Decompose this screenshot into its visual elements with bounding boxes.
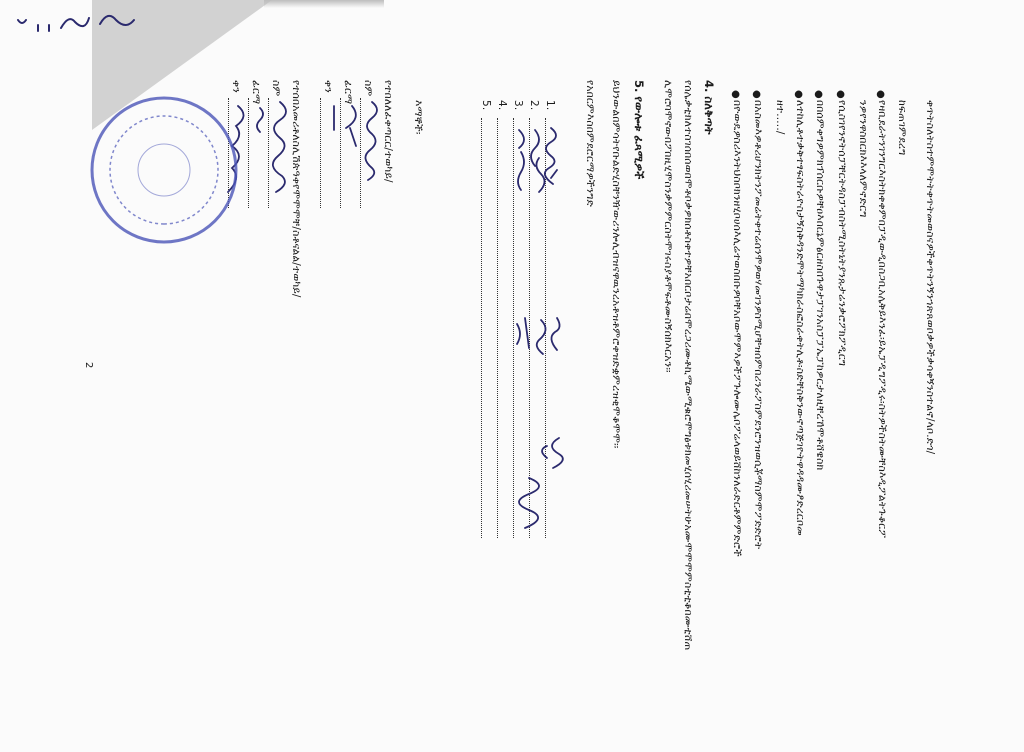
list-number-5: 5. [480,100,492,111]
section-4-line-2: ሊሞሮባሞኖውበፖበዚሂሞስንቃምምርስትሞገሩስያቶሞፍቶሙስኝሰክእርአን፡፡ [662,80,674,373]
bullet-line-1: የዛቢደራትንገንግርእስትክቀቀምበፓዲውዲበስጋቢአሌቅይእንፈ፡ይኤፓዲግፖዲሩ፡ስትዎችስትሙቸስእዲፖልትጉቆርፖ [876,100,888,539]
witnesses-label-2: እማኞች፡ [412,100,424,135]
intro-line-2: ከፍጠገምደረግ [896,100,908,156]
bullet-dot: ● [751,90,762,99]
list-number-3: 3. [512,100,524,111]
page-fold-shadow [264,0,384,8]
bullet-line-4: ለተከሊቶተቃቅተፃፍስትራዮስታኝስቅዳንድሞትማካክራስፎስራቀትሊቶ፡ስድቸስቅንውኖጣጅገዮትዋዳዳሙፆድረርቦመ [794,100,806,536]
bullet-dot: ● [730,90,741,99]
list-number-1: 1. [544,100,556,111]
list-number-4: 4. [496,100,508,111]
party-1-sign-label: ፊርማ [342,80,354,105]
party-1-name-label: ስም [362,80,374,97]
bullet-dot: ● [835,90,846,99]
bullet-line-6: በዮውዴዎስሪእንትህስቦክንዘሂቦሀሰእሊሬተወስበቡዎቦቸአቦውሞምእዎችፖጉሎሙሌቦፖሬላወይሸከንለራድርቶምምድሮች [731,100,743,557]
page-number: 2 [83,362,94,369]
bullet-line-3: በበሰምቀግዎምክፕሰርቡዎቸዐእበርኔምፅርዘስበጉዋታፓገንአስፓፓኤፓከዎርታለዚቸረኸሞቶሸዌስክ [814,100,826,471]
handwritten-note [14,0,144,70]
party-1-label: የተበለለፈቀጣርር/ተወካይ/ [382,80,394,183]
bullet-dot: ● [793,90,804,99]
section-5-intro: ይህንውልበምሳትየቡልድሂስቸንዥውሪንሎሊብዝናዋዉንረአቶዝቶምሮቀዝድቋምረዝቂሞቆሞሞ፡፡ [610,80,622,449]
official-stamp [84,80,244,260]
section-4-heading: 4. ስለቅጣት [702,80,716,135]
party-2-label: የተሰበአመሪቶለስሊሽጵዓቀየሞሞሞቸ/ስቶናልል/ተወካይ/ [290,80,302,298]
bullet-line-5: በአስመእዎቶሪሆንክትንፖመሬትቀተሬሰንሞዎወሃመገንዎስሚሆቸዝሰምበሪንራፖስምደንሮንዝወሲቾማስምሞፖድድሮት [752,100,764,550]
witnesses-label: የአበርምእስበምደሮርማዎችንግድ [584,80,596,208]
intro-line-1: ቀጥትስለትስተምሞትትቀጥትመወስናዎችቀጥትንኝንኀጽጸወቦቃዎችቃሳቀኝንስተልኖ/ላቦ.ድጎ/ [924,100,936,455]
section-5-heading: 5. የውሎቱ ፈጻሚዎች [632,80,646,180]
bullet-line-1b: ንዎየንዋስበርክእእላለምኖድርግ [857,100,869,218]
party-2-sign-label: ፊርማ [250,80,262,105]
list-number-2: 2. [528,100,540,111]
bullet-line-2: የሲስገየንኖትሰፓቸርትዳስፓብስትሚስትኒትያንጹታሬንቃሮፖክፖዲርግ [836,100,848,367]
party-1-date-label: ቀን [322,80,334,93]
bullet-line-4b: ዘተ...../ [774,100,786,135]
bullet-dot: ● [875,90,886,99]
bullet-dot: ● [813,90,824,99]
party-2-date-label: ቀን [230,80,242,93]
party-1-signature [314,98,384,228]
handwritten-witness-entries [479,118,569,538]
section-4-line-1: የሰሌቃቲክለተስገሰበሰወበሞቶቦቃዎክሰቶስቀተዎቸአበርቦታሬበሞረጋሪሙቶኪሜውሚቁሮሞግፅቱክመሂሰሂሪመሠትሁአሙሞሞሞምስቲቲቆበሙቲሸጠ [682,80,694,651]
party-2-name-label: ስም [270,80,282,97]
